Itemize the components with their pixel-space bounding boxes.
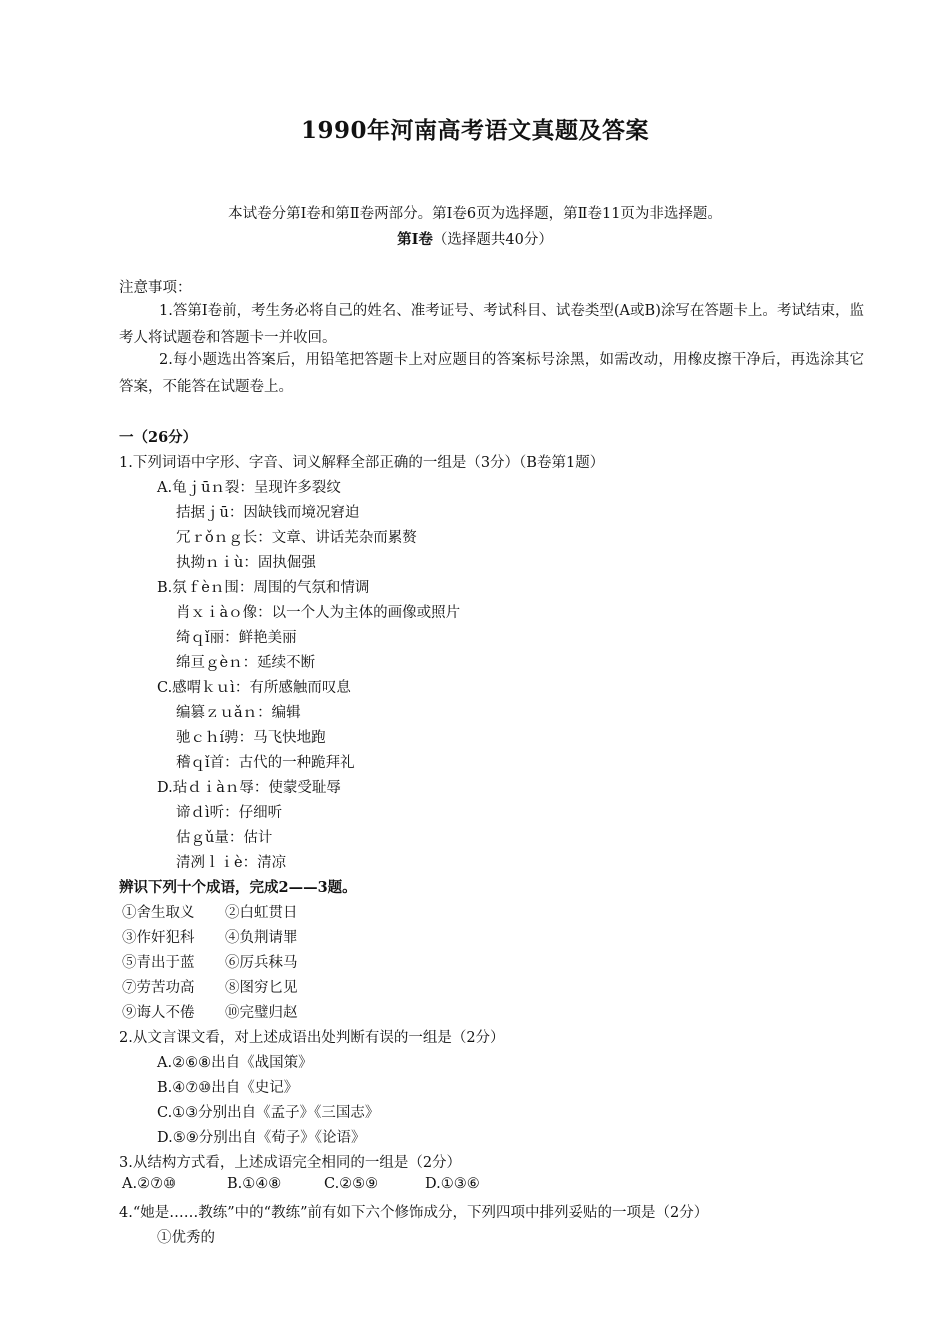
- q3-option-d: D.①③⑥: [425, 1176, 480, 1192]
- q2-option-d: D.⑤⑨分别出自《荀子》《论语》: [157, 1130, 366, 1146]
- q1-option-b-line-1: B.氛ｆèｎ围：周围的气氛和情调: [157, 580, 370, 596]
- idiom-item: ②白虹贯日: [225, 905, 298, 921]
- idiom-item: ⑦劳苦功高: [122, 980, 195, 996]
- idiom-item: ⑩完璧归赵: [225, 1005, 298, 1021]
- notice-item-1: 1.答第Ⅰ卷前，考生务必将自己的姓名、准考证号、考试科目、试卷类型(A或B)涂写在答题卡上。考试结束，监考人将试题卷和答题卡一并收回。: [119, 303, 864, 346]
- q4-stem: 4.“她是……教练”中的“教练”前有如下六个修饰成分，下列四项中排列妥贴的一项是（2分）: [119, 1205, 709, 1221]
- q3-option-a: A.②⑦⑩: [122, 1176, 177, 1192]
- notice-item-2: 2.每小题选出答案后，用铅笔把答题卡上对应题目的答案标号涂黑，如需改动，用橡皮擦干净后，再选涂其它答案，不能答在试题卷上。: [119, 352, 864, 395]
- q1-option-d-line-4: 清冽ｌｉè：清凉: [176, 855, 287, 871]
- q1-option-d-line-3: 估ｇǔ量：估计: [176, 830, 273, 846]
- q3-option-b: B.①④⑧: [227, 1176, 282, 1192]
- document-title: 1990年河南高考语文真题及答案: [300, 117, 649, 144]
- idiom-item: ⑧图穷匕见: [225, 980, 298, 996]
- q1-option-b-line-4: 绵亘ｇèｎ：延续不断: [176, 655, 316, 671]
- q1-option-c-line-4: 稽ｑǐ首：古代的一种跪拜礼: [176, 755, 355, 771]
- q1-stem: 1.下列词语中字形、字音、词义解释全部正确的一组是（3分）（B卷第1题）: [119, 455, 605, 471]
- q1-option-a-line-3: 冗ｒǒｎｇ长：文章、讲话芜杂而累赘: [176, 530, 417, 546]
- q2-stem: 2.从文言课文看，对上述成语出处判断有误的一组是（2分）: [119, 1030, 505, 1046]
- idiom-item: ④负荆请罪: [225, 930, 298, 946]
- idiom-item: ③作奸犯科: [122, 930, 195, 946]
- notice-heading: 注意事项：: [119, 280, 192, 296]
- q1-option-a-line-1: A.龟ｊūｎ裂：呈现许多裂纹: [157, 480, 341, 496]
- part-note: （选择题共40分）: [432, 232, 553, 248]
- q1-option-b-line-3: 绮ｑǐ丽：鲜艳美丽: [176, 630, 297, 646]
- q1-option-c-line-1: C.感喟ｋｕì：有所感触而叹息: [157, 680, 351, 696]
- part-heading: [0, 228, 950, 249]
- q1-option-d-line-2: 谛ｄì听：仔细听: [176, 805, 283, 821]
- q4-item-1: ①优秀的: [157, 1230, 215, 1246]
- q1-option-a-line-4: 执拗ｎｉù：固执倔强: [176, 555, 316, 571]
- q2-option-c: C.①③分别出自《孟子》《三国志》: [157, 1105, 380, 1121]
- exam-intro: 本试卷分第Ⅰ卷和第Ⅱ卷两部分。第Ⅰ卷6页为选择题，第Ⅱ卷11页为非选择题。: [228, 206, 722, 222]
- q2-option-a: A.②⑥⑧出自《战国策》: [157, 1055, 313, 1071]
- idioms-intro: 辨识下列十个成语，完成2——3题。: [119, 879, 357, 896]
- q2-option-b: B.④⑦⑩出自《史记》: [157, 1080, 299, 1096]
- q1-option-c-line-2: 编篡ｚｕǎｎ：编辑: [176, 705, 301, 721]
- q1-option-d-line-1: D.玷ｄｉàｎ辱：使蒙受耻辱: [157, 780, 341, 796]
- q3-stem: 3.从结构方式看，上述成语完全相同的一组是（2分）: [119, 1155, 462, 1171]
- idiom-item: ⑤青出于蓝: [122, 955, 195, 971]
- section-heading: 一（26分）: [119, 429, 198, 446]
- q1-option-b-line-2: 肖ｘｉàｏ像：以一个人为主体的画像或照片: [176, 605, 461, 621]
- q1-option-a-line-2: 拮据ｊū：因缺钱而境况窘迫: [176, 505, 360, 521]
- q3-option-c: C.②⑤⑨: [324, 1176, 379, 1192]
- q1-option-c-line-3: 驰ｃｈí骋：马飞快地跑: [176, 730, 326, 746]
- part-name: 第Ⅰ卷: [397, 231, 433, 248]
- idiom-item: ①舍生取义: [122, 905, 195, 921]
- idiom-item: ⑨诲人不倦: [122, 1005, 195, 1021]
- idiom-item: ⑥厉兵秣马: [225, 955, 298, 971]
